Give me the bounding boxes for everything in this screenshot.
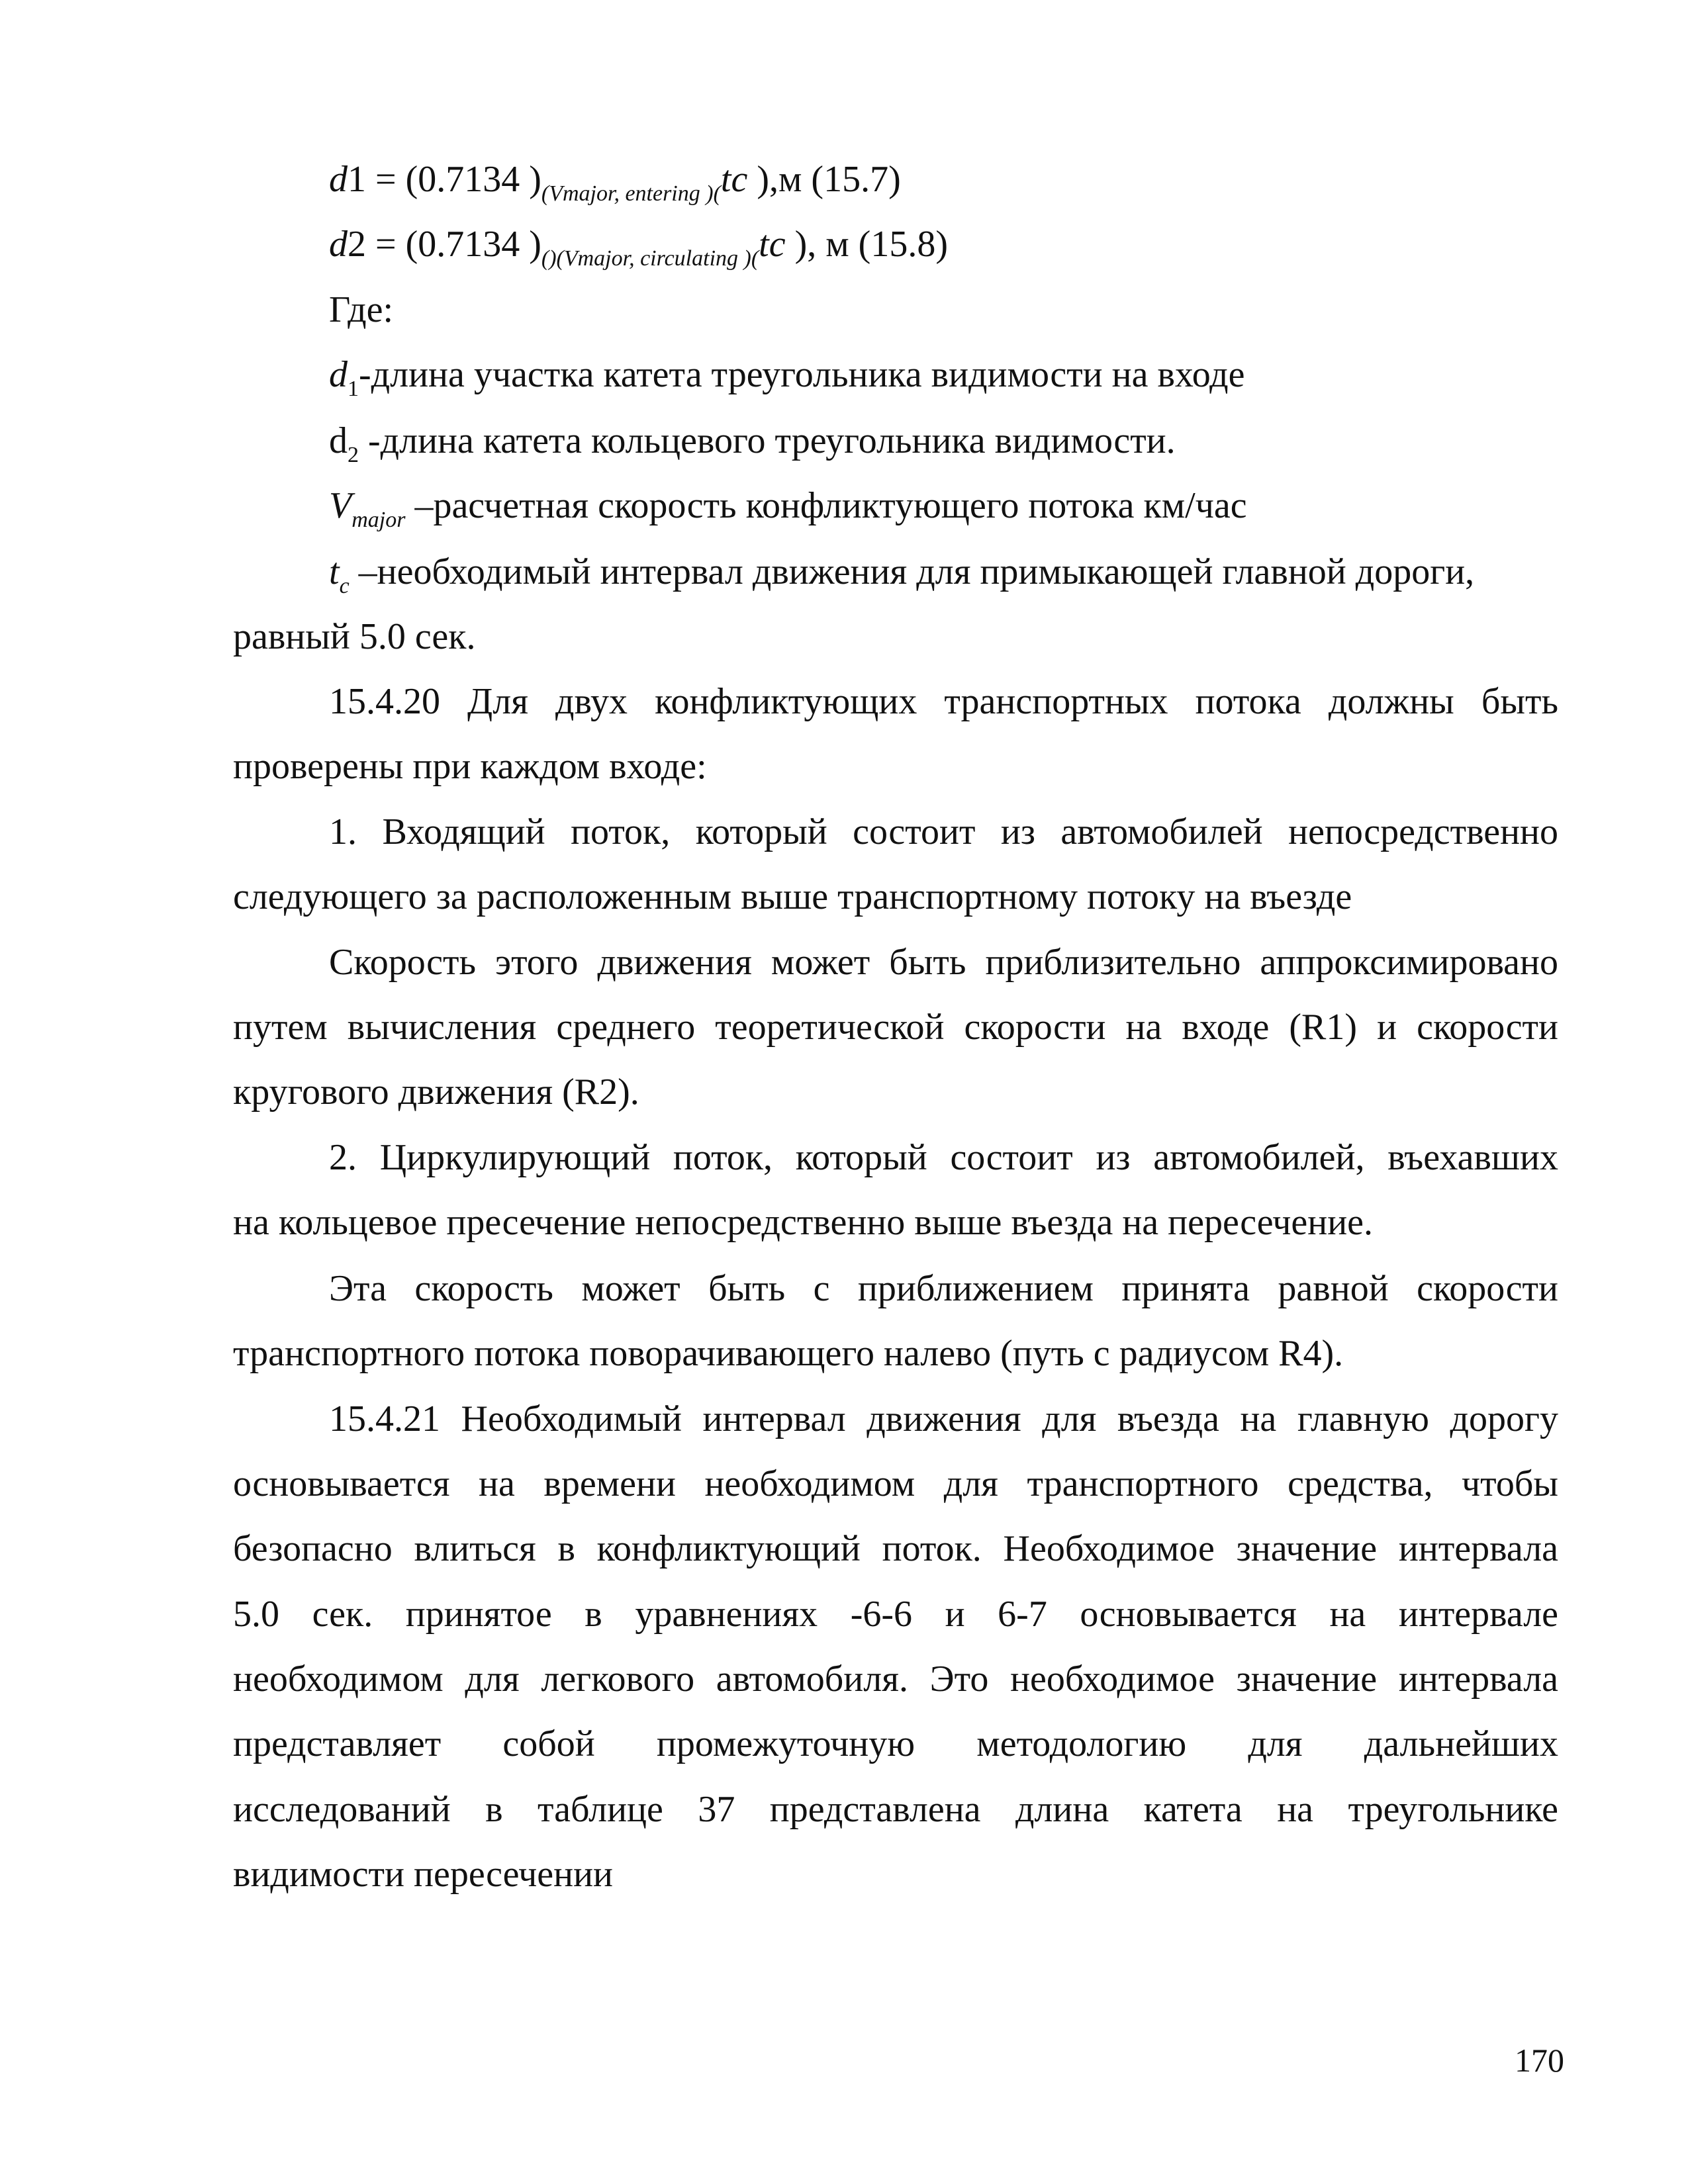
formula-index: 2	[348, 224, 366, 265]
paragraph-line: следующего за расположенным выше транспортному потоку на въезде	[233, 876, 1352, 917]
paragraph-line: на кольцевое пресечение непосредственно выше въезда на пересечение.	[233, 1202, 1374, 1243]
definition-tc	[329, 551, 1475, 598]
definition-d1	[329, 354, 1245, 401]
paragraph-line: 1. Входящий поток, который состоит из автомобилей непосредственно	[329, 811, 1558, 852]
paragraph-line: 15.4.20 Для двух конфликтующих транспортных потока должны быть	[329, 681, 1558, 722]
formula-index: 1	[348, 159, 366, 200]
where-label: Где:	[329, 289, 394, 330]
paragraph-line: основывается на времени необходимом для транспортного средства, чтобы	[233, 1463, 1558, 1504]
paragraph-line: исследований в таблице 37 представлена длина катета на треугольнике	[233, 1789, 1558, 1830]
paragraph-line: 5.0 сек. принятое в уравнениях -6-6 и 6-7 основывается на интервале	[233, 1594, 1558, 1635]
formula-tail: ), м (15.8)	[785, 224, 948, 265]
definition-symbol: d	[329, 354, 348, 395]
definition-text: -длина катета кольцевого треугольника видимости.	[359, 420, 1176, 461]
formula-subscript: (Vmajor, entering )(	[541, 181, 721, 206]
definition-subscript: 2	[348, 443, 359, 467]
paragraph-line: 2. Циркулирующий поток, который состоит из автомобилей, въехавших	[329, 1137, 1558, 1178]
definition-d2	[329, 420, 1176, 467]
formula-body: = (0.7134 )	[366, 224, 541, 265]
formula-subscript: ()(Vmajor, circulating )(	[541, 246, 759, 271]
definition-tc-continued: равный 5.0 сек.	[233, 616, 476, 657]
paragraph-line: транспортного потока поворачивающего налево (путь с радиусом R4).	[233, 1333, 1344, 1374]
definition-symbol: t	[329, 551, 340, 592]
paragraph-line: Эта скорость может быть с приближением принята равной скорости	[329, 1268, 1558, 1309]
formula-body: = (0.7134 )	[366, 159, 541, 200]
paragraph-line: представляет собой промежуточную методологию для дальнейших	[233, 1723, 1558, 1764]
formula-var: d	[329, 159, 348, 200]
paragraph-line: проверены при каждом входе:	[233, 746, 707, 787]
paragraph-line: необходимом для легкового автомобиля. Это необходимое значение интервала	[233, 1659, 1558, 1700]
definition-subscript: c	[339, 574, 350, 598]
definition-subscript: 1	[348, 377, 359, 401]
definition-symbol: V	[329, 485, 352, 526]
definition-vmajor	[329, 485, 1247, 532]
page-number: 170	[1515, 2042, 1564, 2079]
paragraph-line: путем вычисления среднего теоретической скорости на входе (R1) и скорости	[233, 1007, 1558, 1048]
paragraph-line: кругового движения (R2).	[233, 1071, 639, 1113]
definition-symbol: d	[329, 420, 348, 461]
formula-tc: tc	[720, 159, 748, 200]
formula-tc: tc	[759, 224, 786, 265]
definition-text: –расчетная скорость конфликтующего потока км/час	[405, 485, 1247, 526]
paragraph-line: видимости пересечении	[233, 1854, 613, 1895]
paragraph-line: Скорость этого движения может быть приблизительно аппроксимировано	[329, 942, 1558, 983]
paragraph-line: 15.4.21 Необходимый интервал движения для въезда на главную дорогу	[329, 1398, 1558, 1439]
definition-subscript: major	[352, 508, 406, 532]
definition-text: –необходимый интервал движения для примыкающей главной дороги,	[349, 551, 1475, 592]
formula-15-8	[329, 224, 948, 271]
definition-text: -длина участка катета треугольника видимости на входе	[359, 354, 1245, 395]
formula-var: d	[329, 224, 348, 265]
paragraph-line: безопасно влиться в конфликтующий поток. Необходимое значение интервала	[233, 1528, 1558, 1569]
formula-15-7	[329, 159, 901, 206]
formula-tail: ),м (15.7)	[747, 159, 901, 200]
